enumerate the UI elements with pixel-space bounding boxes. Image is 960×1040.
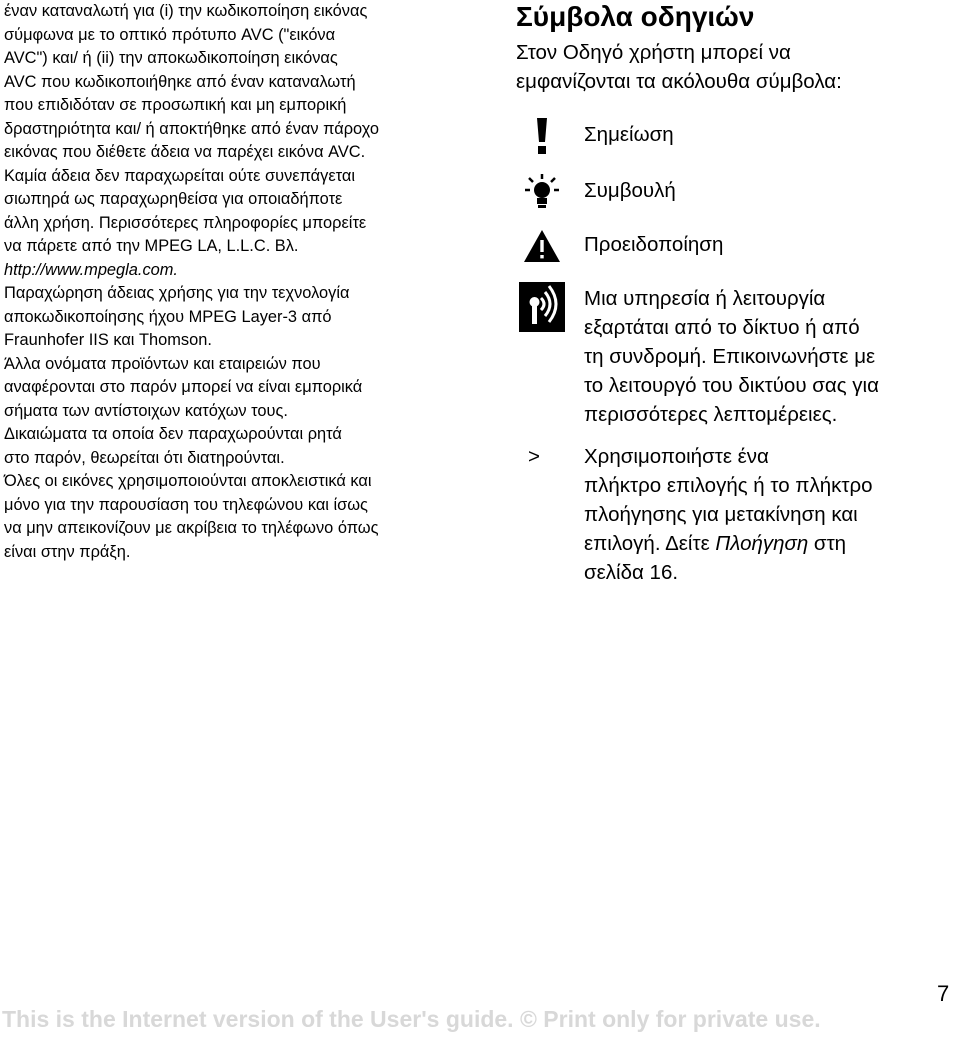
text-line: άλλη χρήση. Περισσότερες πληροφορίες μπορείτε <box>4 213 367 232</box>
text-line: που επιδιδόταν σε προσωπική και μη εμπορική <box>4 96 347 114</box>
text-line: Παραχώρηση άδειας χρήσης για την τεχνολογία <box>4 284 350 302</box>
right-column <box>516 0 956 584</box>
text-line: AVC") και/ ή (ii) την αποκωδικοποίηση εικόνας <box>4 49 338 67</box>
text-line: είναι στην πράξη. <box>4 542 131 561</box>
intro-line: εμφανίζονται τα ακόλουθα σύμβολα: <box>516 70 842 93</box>
text-line: Όλες οι εικόνες χρησιμοποιούνται αποκλειστικά και <box>4 472 372 490</box>
network-text <box>584 284 960 429</box>
warning-label: Προειδοποίηση <box>584 233 724 256</box>
network-service-icon <box>516 282 568 332</box>
text-line: αναφέρονται στο παρόν μπορεί να είναι εμπορικά <box>4 378 363 396</box>
tip-label: Συμβουλή <box>584 179 676 202</box>
mpegla-link[interactable]: http://www.mpegla.com. <box>4 260 178 279</box>
network-line: εξαρτάται από το δίκτυο ή από <box>584 316 860 339</box>
text-line: δραστηριότητα και/ ή αποκτήθηκε από έναν πάροχο <box>4 119 379 138</box>
text-line: στο παρόν, θεωρείται ότι διατηρούνται. <box>4 448 285 467</box>
note-label: Σημείωση <box>584 123 674 146</box>
text-line: αποκωδικοποίησης ήχου MPEG Layer-3 από <box>4 307 332 326</box>
text-line: σιωπηρά ως παραχωρηθείσα για οποιαδήποτε <box>4 190 343 208</box>
nav-line: σελίδα 16. <box>584 561 679 584</box>
text-line: Δικαιώματα τα οποία δεν παραχωρούνται ρητά <box>4 425 342 443</box>
text-line: σύμφωνα με το οπτικό πρότυπο AVC ("εικόνα <box>4 25 336 44</box>
nav-text <box>584 442 960 587</box>
page-number: 7 <box>937 981 950 1006</box>
text-line: να μην απεικονίζουν με ακρίβεια το τηλέφωνο όπως <box>4 519 379 537</box>
footer-watermark: This is the Internet version of the User's guide. © Print only for private use. <box>2 1006 821 1032</box>
network-line: το λειτουργό του δικτύου σας για <box>584 374 879 397</box>
network-line: περισσότερες λεπτομέρειες. <box>584 403 838 426</box>
nav-line: πλοήγησης για μετακίνηση και <box>584 503 858 526</box>
navigation-link[interactable]: Πλοήγηση <box>715 532 809 555</box>
text-line: μόνο για την παρουσίαση του τηλεφώνου και ίσως <box>4 495 368 514</box>
left-column <box>4 0 472 564</box>
nav-text-span: επιλογή. Δείτε <box>584 532 716 555</box>
nav-line <box>584 529 960 558</box>
text-line: εικόνας που διέθετε άδεια να παρέχει εικόνα AVC. <box>4 143 366 161</box>
network-line: τη συνδρομή. Επικοινωνήστε με <box>584 345 876 368</box>
warning-triangle-icon <box>516 226 568 266</box>
nav-text-span: στη <box>808 532 847 555</box>
network-line: Μια υπηρεσία ή λειτουργία <box>584 287 826 310</box>
intro-line: Στον Οδηγό χρήστη μπορεί να <box>516 41 791 64</box>
lightbulb-icon <box>516 172 568 212</box>
text-line: σήματα των αντίστοιχων κατόχων τους. <box>4 401 288 420</box>
exclamation-icon <box>516 116 568 156</box>
text-line: Fraunhofer IIS και Thomson. <box>4 331 212 349</box>
arrow-icon: > <box>528 445 540 468</box>
text-line: Καμία άδεια δεν παραχωρείται ούτε συνεπάγεται <box>4 166 355 185</box>
text-line: έναν καταναλωτή για (i) την κωδικοποίηση εικόνας <box>4 2 368 20</box>
nav-line: πλήκτρο επιλογής ή το πλήκτρο <box>584 474 873 497</box>
nav-line: Χρησιμοποιήστε ένα <box>584 445 769 468</box>
intro-text <box>516 38 956 96</box>
text-line: να πάρετε από την MPEG LA, L.L.C. Βλ. <box>4 237 299 255</box>
text-line: Άλλα ονόματα προϊόντων και εταιρειών που <box>4 354 321 373</box>
section-title: Σύμβολα οδηγιών <box>516 1 755 32</box>
text-line: AVC που κωδικοποιήθηκε από έναν καταναλωτή <box>4 72 356 91</box>
